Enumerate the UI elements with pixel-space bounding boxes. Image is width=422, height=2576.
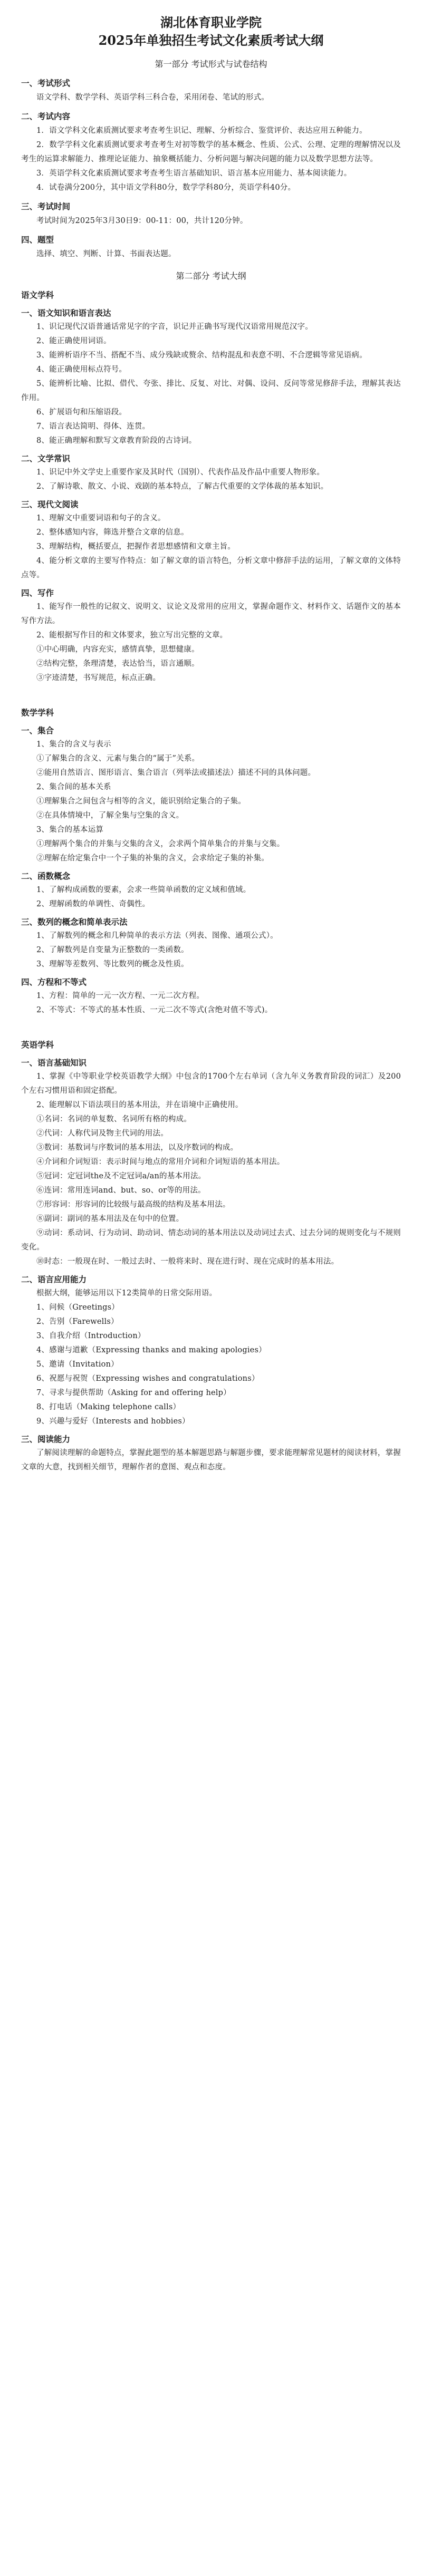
section-heading: 二、文学常识 bbox=[21, 453, 71, 463]
list-item: 2、理解函数的单调性、奇偶性。 bbox=[36, 900, 150, 908]
section-heading: 三、阅读能力 bbox=[21, 1434, 71, 1444]
list-item: 9、兴趣与爱好（Interests and hobbies） bbox=[36, 1417, 190, 1426]
section-heading: 一、考试形式 bbox=[21, 78, 71, 88]
list-item: 6、祝愿与祝贺（Expressing wishes and congratulations） bbox=[36, 1374, 260, 1383]
list-item: ⑩时态：一般现在时、一般过去时、一般将来时、现在进行时、现在完成时的基本用法。 bbox=[36, 1257, 339, 1266]
spacer bbox=[21, 1018, 401, 1033]
math-d-list bbox=[21, 989, 401, 1018]
list-item: ⑧副词：副词的基本用法及在句中的位置。 bbox=[36, 1215, 184, 1223]
list-item: ①名词：名词的单复数、名词所有格的构成。 bbox=[36, 1115, 191, 1124]
spacer bbox=[21, 685, 401, 701]
list-item: 1、集合的含义与表示 bbox=[36, 740, 111, 749]
paragraph: 1．语文学科文化素质测试要求考查考生识记、理解、分析综合、鉴赏评价、表达应用五种能力。 bbox=[36, 127, 367, 135]
paragraph: 语文学科、数学学科、英语学科三科合卷，采用闭卷、笔试的形式。 bbox=[36, 93, 269, 102]
math-c-list bbox=[21, 929, 401, 972]
list-item: 2、能正确使用词语。 bbox=[36, 337, 111, 345]
math-a-list bbox=[21, 738, 401, 866]
list-item: ①理解两个集合的并集与交集的含义，会求两个简单集合的并集与交集。 bbox=[36, 840, 285, 848]
section-heading: 二、函数概念 bbox=[21, 871, 71, 881]
paragraph: 4．试卷满分200分，其中语文学科80分，数学学科80分，英语学科40分。 bbox=[36, 183, 296, 192]
section-heading: 四、方程和不等式 bbox=[21, 977, 87, 987]
paragraph: 根据大纲，能够运用以下12类简单的日常交际用语。 bbox=[36, 1289, 217, 1297]
list-item: 2、集合间的基本关系 bbox=[36, 783, 111, 791]
part1-heading: 第一部分 考试形式与试卷结构 bbox=[155, 59, 267, 69]
title-line-2: 2025年单独招生考试文化素质考试大纲 bbox=[98, 33, 324, 48]
paragraph: 2．数学学科文化素质测试要求考查考生对初等数学的基本概念、性质、公式、公理、定理的理解情况以及考生的运算求解能力、推理论证能力、抽象概括能力、分析问题与解决问题的能力以及数学思想方法等。 bbox=[21, 141, 401, 163]
list-item: ④介词和介词短语：表示时间与地点的常用介词和介词短语的基本用法。 bbox=[36, 1158, 285, 1166]
title-line-1: 湖北体育职业学院 bbox=[160, 15, 262, 30]
list-item: 5、能辨析比喻、比拟、借代、夸张、排比、反复、对比、对偶、设问、反问等常见修辞手法，理解其表达作用。 bbox=[21, 380, 401, 402]
chinese-b-list bbox=[21, 466, 401, 494]
list-item: 1、问候（Greetings） bbox=[36, 1303, 119, 1312]
list-item: ③字迹清楚，书写规范，标点正确。 bbox=[36, 674, 161, 682]
list-item: 2、了解数列是自变量为正整数的一类函数。 bbox=[36, 946, 189, 954]
section-heading: 二、考试内容 bbox=[21, 111, 71, 121]
math-b-list bbox=[21, 883, 401, 912]
list-item: ①了解集合的含义、元素与集合的“属于”关系。 bbox=[36, 754, 200, 763]
list-item: 3、理解等差数列、等比数列的概念及性质。 bbox=[36, 960, 189, 969]
list-item: 8、能正确理解和默写文章教育阶段的古诗词。 bbox=[36, 437, 197, 445]
list-item: 1、识记中外文学史上重要作家及其时代（国别）、代表作品及作品中重要人物形象。 bbox=[36, 468, 325, 477]
list-item: ②能用自然语言、图形语言、集合语言（列举法或描述法）描述不同的具体问题。 bbox=[36, 769, 316, 777]
list-item: 8、打电话（Making telephone calls） bbox=[36, 1403, 181, 1411]
list-item: 3、集合的基本运算 bbox=[36, 826, 104, 834]
chinese-d-list bbox=[21, 600, 401, 685]
section-heading: 三、现代文阅读 bbox=[21, 499, 79, 509]
list-item: ⑥连词：常用连词and、but、so、or等的用法。 bbox=[36, 1186, 206, 1195]
paragraph: 选择、填空、判断、计算、书面表达题。 bbox=[36, 250, 176, 258]
chinese-a-list bbox=[21, 320, 401, 448]
list-item: ②在具体情境中，了解全集与空集的含义。 bbox=[36, 811, 184, 820]
list-item: 1、能写作一般性的记叙文、说明文、议论文及常用的应用文，掌握命题作文、材料作文、话题作文的基本写作方法。 bbox=[21, 603, 401, 625]
list-item: 3、理解结构，概括要点，把握作者思想感情和文章主旨。 bbox=[36, 543, 235, 551]
list-item: ②代词：人称代词及物主代词的用法。 bbox=[36, 1129, 168, 1138]
list-item: 4、能正确使用标点符号。 bbox=[36, 365, 127, 374]
section-heading: 一、语文知识和语言表达 bbox=[21, 308, 111, 318]
list-item: 4、能分析文章的主要写作特点：如了解文章的语言特色，分析文章中修辞手法的运用，了解文章的文体特点等。 bbox=[21, 557, 401, 579]
section-heading: 二、语言应用能力 bbox=[21, 1274, 87, 1284]
list-item: 3、能辨析语序不当、搭配不当、成分残缺或赘余、结构混乱和表意不明、不合逻辑等常见语病。 bbox=[36, 351, 367, 360]
subject-heading-math: 数学学科 bbox=[21, 708, 54, 718]
list-item: ①中心明确，内容充实，感情真挚，思想健康。 bbox=[36, 645, 199, 654]
list-item: 5、邀请（Invitation） bbox=[36, 1360, 119, 1369]
list-item: 1、识记现代汉语普通话常见字的字音，识记并正确书写现代汉语常用规范汉字。 bbox=[36, 323, 313, 331]
list-item: 3、自我介绍（Introduction） bbox=[36, 1332, 146, 1340]
list-item: 2、了解诗歌、散文、小说、戏剧的基本特点，了解古代重要的文学体裁的基本知识。 bbox=[36, 482, 329, 491]
list-item: ③数词：基数词与序数词的基本用法，以及序数词的构成。 bbox=[36, 1144, 238, 1152]
subject-heading-english: 英语学科 bbox=[21, 1040, 54, 1050]
list-item: 1、理解文中重要词语和句子的含义。 bbox=[36, 514, 166, 522]
english-b-list bbox=[21, 1301, 401, 1429]
list-item: ①理解集合之间包含与相等的含义，能识别给定集合的子集。 bbox=[36, 797, 246, 806]
section-heading: 一、语言基础知识 bbox=[21, 1058, 87, 1068]
list-item: 1、了解数列的概念和几种简单的表示方法（列表、图像、通项公式）。 bbox=[36, 932, 278, 940]
paragraph: 3．英语学科文化素质测试要求考查考生语言基础知识、语言基本应用能力、基本阅读能力。 bbox=[36, 169, 352, 178]
paragraph: 了解阅读理解的命题特点，掌握此题型的基本解题思路与解题步骤，要求能理解常见题材的阅读材料，掌握文章的大意，找到相关细节，理解作者的意图、观点和态度。 bbox=[21, 1449, 401, 1471]
list-item: 2、告别（Farewells） bbox=[36, 1318, 119, 1326]
document-title bbox=[21, 14, 401, 50]
list-item: 6、扩展语句和压缩语段。 bbox=[36, 408, 127, 417]
list-item: 1、方程：简单的一元一次方程、一元二次方程。 bbox=[36, 992, 205, 1000]
english-a-list bbox=[21, 1070, 401, 1269]
list-item: 7、语言表达简明、得体、连贯。 bbox=[36, 422, 150, 431]
section-heading: 四、题型 bbox=[21, 235, 54, 245]
list-item: 2、不等式：不等式的基本性质、一元二次不等式(含绝对值不等式)。 bbox=[36, 1006, 273, 1014]
list-item: ②理解在给定集合中一个子集的补集的含义，会求给定子集的补集。 bbox=[36, 854, 269, 863]
paragraph: 考试时间为2025年3月30日9：00-11：00，共计120分钟。 bbox=[36, 217, 248, 225]
list-item: 1、了解构成函数的要素，会求一些简单函数的定义域和值域。 bbox=[36, 886, 251, 894]
section-heading: 四、写作 bbox=[21, 588, 54, 598]
list-item: ⑤冠词：定冠词the及不定冠词a/an的基本用法。 bbox=[36, 1172, 206, 1180]
list-item: 2、整体感知内容，筛选并整合文章的信息。 bbox=[36, 528, 189, 537]
subject-heading-chinese: 语文学科 bbox=[21, 290, 54, 300]
list-item: 2、能理解以下语法项目的基本用法，并在语境中正确使用。 bbox=[36, 1101, 243, 1109]
section-heading: 三、考试时间 bbox=[21, 201, 71, 211]
section-heading: 三、数列的概念和简单表示法 bbox=[21, 917, 128, 927]
list-item: 7、寻求与提供帮助（Asking for and offering help） bbox=[36, 1389, 231, 1397]
list-item: 4、感谢与道歉（Expressing thanks and making apologies） bbox=[36, 1346, 266, 1354]
part2-heading: 第二部分 考试大纲 bbox=[176, 271, 246, 281]
section-heading: 一、集合 bbox=[21, 725, 54, 735]
list-item: 2、能根据写作目的和文体要求，独立写出完整的文章。 bbox=[36, 631, 228, 640]
list-item: ②结构完整，条理清楚，表达恰当，语言通顺。 bbox=[36, 660, 199, 668]
chinese-c-list bbox=[21, 511, 401, 583]
list-item: ⑦形容词：形容词的比较级与最高级的结构及基本用法。 bbox=[36, 1200, 231, 1209]
list-item: 1、掌握《中等职业学校英语教学大纲》中包含的1700个左右单词（含九年义务教育阶段的词汇）及200个左右习惯用语和固定搭配。 bbox=[21, 1072, 401, 1095]
list-item: ⑨动词：系动词、行为动词、助动词、情态动词的基本用法以及动词过去式、过去分词的规则变化与不规则变化。 bbox=[21, 1229, 401, 1252]
